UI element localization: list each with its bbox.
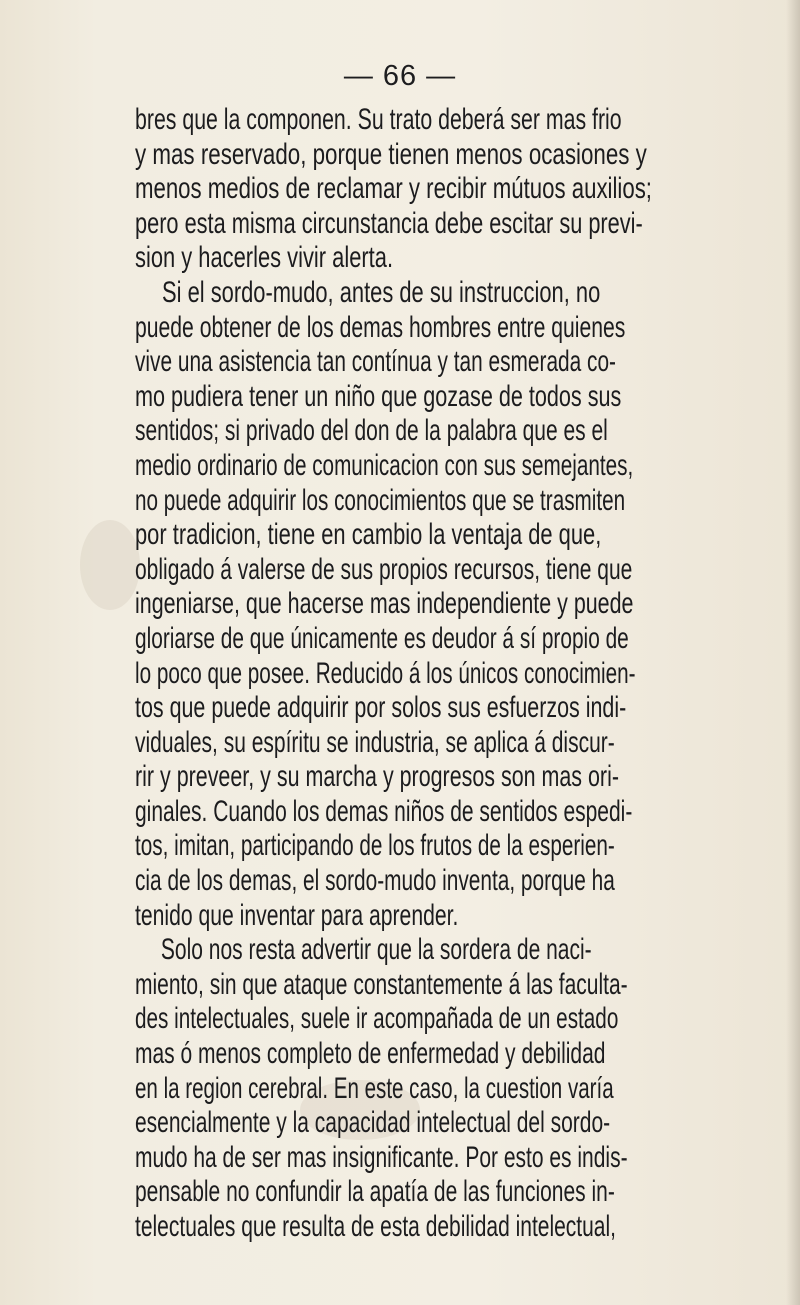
page-number: — 66 —	[343, 60, 457, 92]
text-line: sion y hacerles vivir alerta.	[135, 241, 394, 275]
text-line: Solo nos resta advertir que la sordera de naci-	[160, 933, 592, 967]
text-line: ginales. Cuando los demas niños de sentidos espedi-	[135, 794, 633, 828]
text-line: telectuales que resulta de esta debilidad intelectual,	[135, 1210, 616, 1243]
text-line: viduales, su espíritu se industria, se aplica á discur-	[135, 725, 615, 759]
text-line: esencialmente y la capacidad intelectual del sordo-	[135, 1106, 611, 1140]
page-edge-shadow	[786, 0, 800, 1305]
text-line: Si el sordo-mudo, antes de su instruccion, no	[162, 275, 601, 309]
text-line: por tradicion, tiene en cambio la ventaja de que,	[135, 518, 602, 552]
text-line: rir y preveer, y su marcha y progresos son mas ori-	[135, 760, 619, 794]
text-line: medio ordinario de comunicacion con sus semejantes,	[135, 448, 634, 482]
text-line: ingeniarse, que hacerse mas independiente y puede	[135, 587, 634, 621]
text-line: mudo ha de ser mas insignificante. Por esto es indis-	[135, 1140, 628, 1174]
text-line: pensable no confundir la apatía de las funciones in-	[135, 1175, 615, 1209]
text-line: y mas reservado, porque tienen menos ocasiones y	[135, 137, 647, 171]
text-line: menos medios de reclamar y recibir mútuos auxilios;	[135, 172, 652, 206]
paper-stain	[80, 520, 140, 610]
text-line: puede obtener de los demas hombres entre quienes	[135, 310, 626, 344]
text-line: des intelectuales, suele ir acompañada de un estado	[135, 1002, 619, 1036]
text-line: gloriarse de que únicamente es deudor á sí propio de	[135, 621, 629, 655]
text-line: sentidos; si privado del don de la palabra que es el	[135, 414, 608, 448]
text-line: mas ó menos completo de enfermedad y debilidad	[135, 1037, 606, 1071]
text-line: tenido que inventar para aprender.	[135, 898, 459, 932]
text-line: miento, sin que ataque constantemente á las faculta-	[135, 967, 628, 1001]
text-line: mo pudiera tener un niño que gozase de todos sus	[135, 379, 622, 413]
text-line: vive una asistencia tan contínua y tan esmerada co-	[135, 345, 616, 379]
text-line: tos que puede adquirir por solos sus esfuerzos indi-	[135, 691, 627, 725]
text-line: tos, imitan, participando de los frutos de la esperien-	[135, 829, 615, 863]
text-line: cia de los demas, el sordo-mudo inventa, porque ha	[135, 864, 615, 898]
text-line: no puede adquirir los conocimientos que se trasmiten	[135, 483, 626, 517]
text-line: en la region cerebral. En este caso, la cuestion varía	[135, 1071, 614, 1105]
text-line: lo poco que posee. Reducido á los únicos conocimien-	[135, 656, 636, 690]
body-text	[135, 103, 775, 1245]
text-line: bres que la componen. Su trato deberá ser mas frio	[135, 103, 622, 136]
text-line: obligado á valerse de sus propios recursos, tiene que	[135, 552, 633, 586]
text-line: pero esta misma circunstancia debe escitar su previ-	[135, 206, 643, 240]
